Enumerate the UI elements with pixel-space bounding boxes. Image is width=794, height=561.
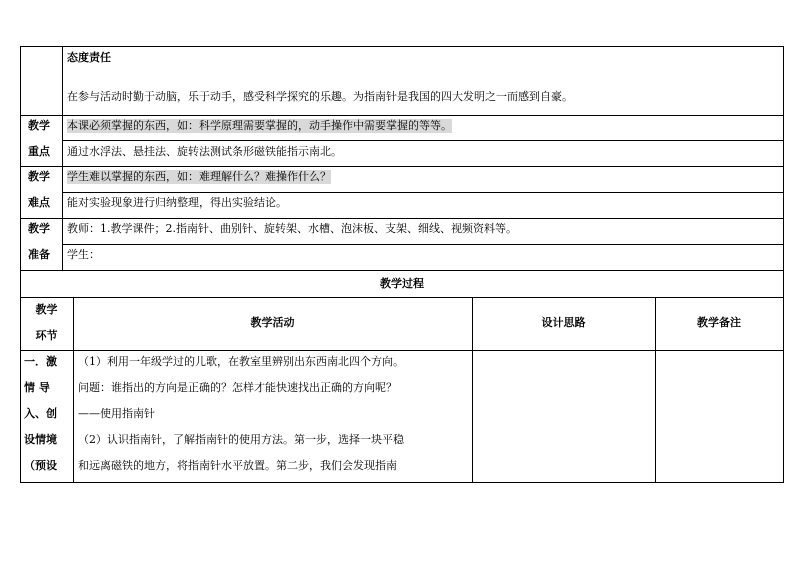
stage-line: 设情境 <box>24 433 57 446</box>
activity-line: （1）利用一年级学过的儿歌，在教室里辨别出东西南北四个方向。 <box>78 355 404 368</box>
row-divider <box>62 192 784 193</box>
row-divider <box>20 350 784 351</box>
activity-line: ——使用指南针 <box>78 407 155 420</box>
row-divider <box>20 115 784 116</box>
teacher-prep: 教师：1.教学课件；2.指南针、曲别针、旋转架、水槽、泡沫板、支架、细线、视频资料等。 <box>67 222 517 235</box>
header-stage-1: 教学 <box>35 303 58 316</box>
stage-line: 情 导 <box>24 381 50 394</box>
header-activity: 教学活动 <box>250 316 295 329</box>
difficulties-highlight: 学生难以掌握的东西，如：难理解什么？难操作什么？ <box>67 170 331 183</box>
row-divider <box>20 297 784 298</box>
row-divider <box>20 482 784 483</box>
preparation-label-1: 教学 <box>28 222 50 235</box>
row-divider <box>20 270 784 271</box>
col-divider <box>783 46 784 483</box>
key-points-label-2: 重点 <box>28 145 50 158</box>
activity-line: （2）认识指南针，了解指南针的使用方法。第一步，选择一块平稳 <box>78 433 404 446</box>
key-points-label-1: 教学 <box>28 119 50 132</box>
key-points-text: 通过水浮法、悬挂法、旋转法测试条形磁铁能指示南北。 <box>67 145 342 158</box>
stage-line: （预设 <box>24 459 57 472</box>
header-design: 设计思路 <box>541 316 586 329</box>
difficulties-label-1: 教学 <box>28 170 50 183</box>
col-divider <box>20 46 21 483</box>
col-divider <box>62 46 63 271</box>
header-stage-2: 环节 <box>35 329 58 342</box>
attitude-text: 在参与活动时勤于动脑，乐于动手，感受科学探究的乐趣。为指南针是我国的四大发明之一而感到自豪。 <box>67 90 573 103</box>
difficulties-label-2: 难点 <box>28 196 50 209</box>
row-divider <box>62 140 784 141</box>
row-divider <box>20 218 784 219</box>
activity-line: 和远离磁铁的地方，将指南针水平放置。第二步，我们会发现指南 <box>78 459 397 472</box>
header-notes: 教学备注 <box>697 316 741 329</box>
row-divider <box>62 244 784 245</box>
stage-line: 一．激 <box>24 355 57 368</box>
key-points-highlight: 本课必须掌握的东西，如：科学原理需要掌握的，动手操作中需要掌握的等等。 <box>67 119 452 132</box>
stage-line: 入、创 <box>24 407 57 420</box>
attitude-heading: 态度责任 <box>67 51 111 64</box>
student-prep: 学生： <box>67 248 100 261</box>
preparation-label-2: 准备 <box>28 248 50 261</box>
activity-line: 问题：谁指出的方向是正确的？怎样才能快速找出正确的方向呢？ <box>78 381 397 394</box>
row-divider <box>20 166 784 167</box>
process-title: 教学过程 <box>380 277 424 290</box>
row-divider <box>20 46 784 47</box>
difficulties-text: 能对实验现象进行归纳整理，得出实验结论。 <box>67 196 287 209</box>
